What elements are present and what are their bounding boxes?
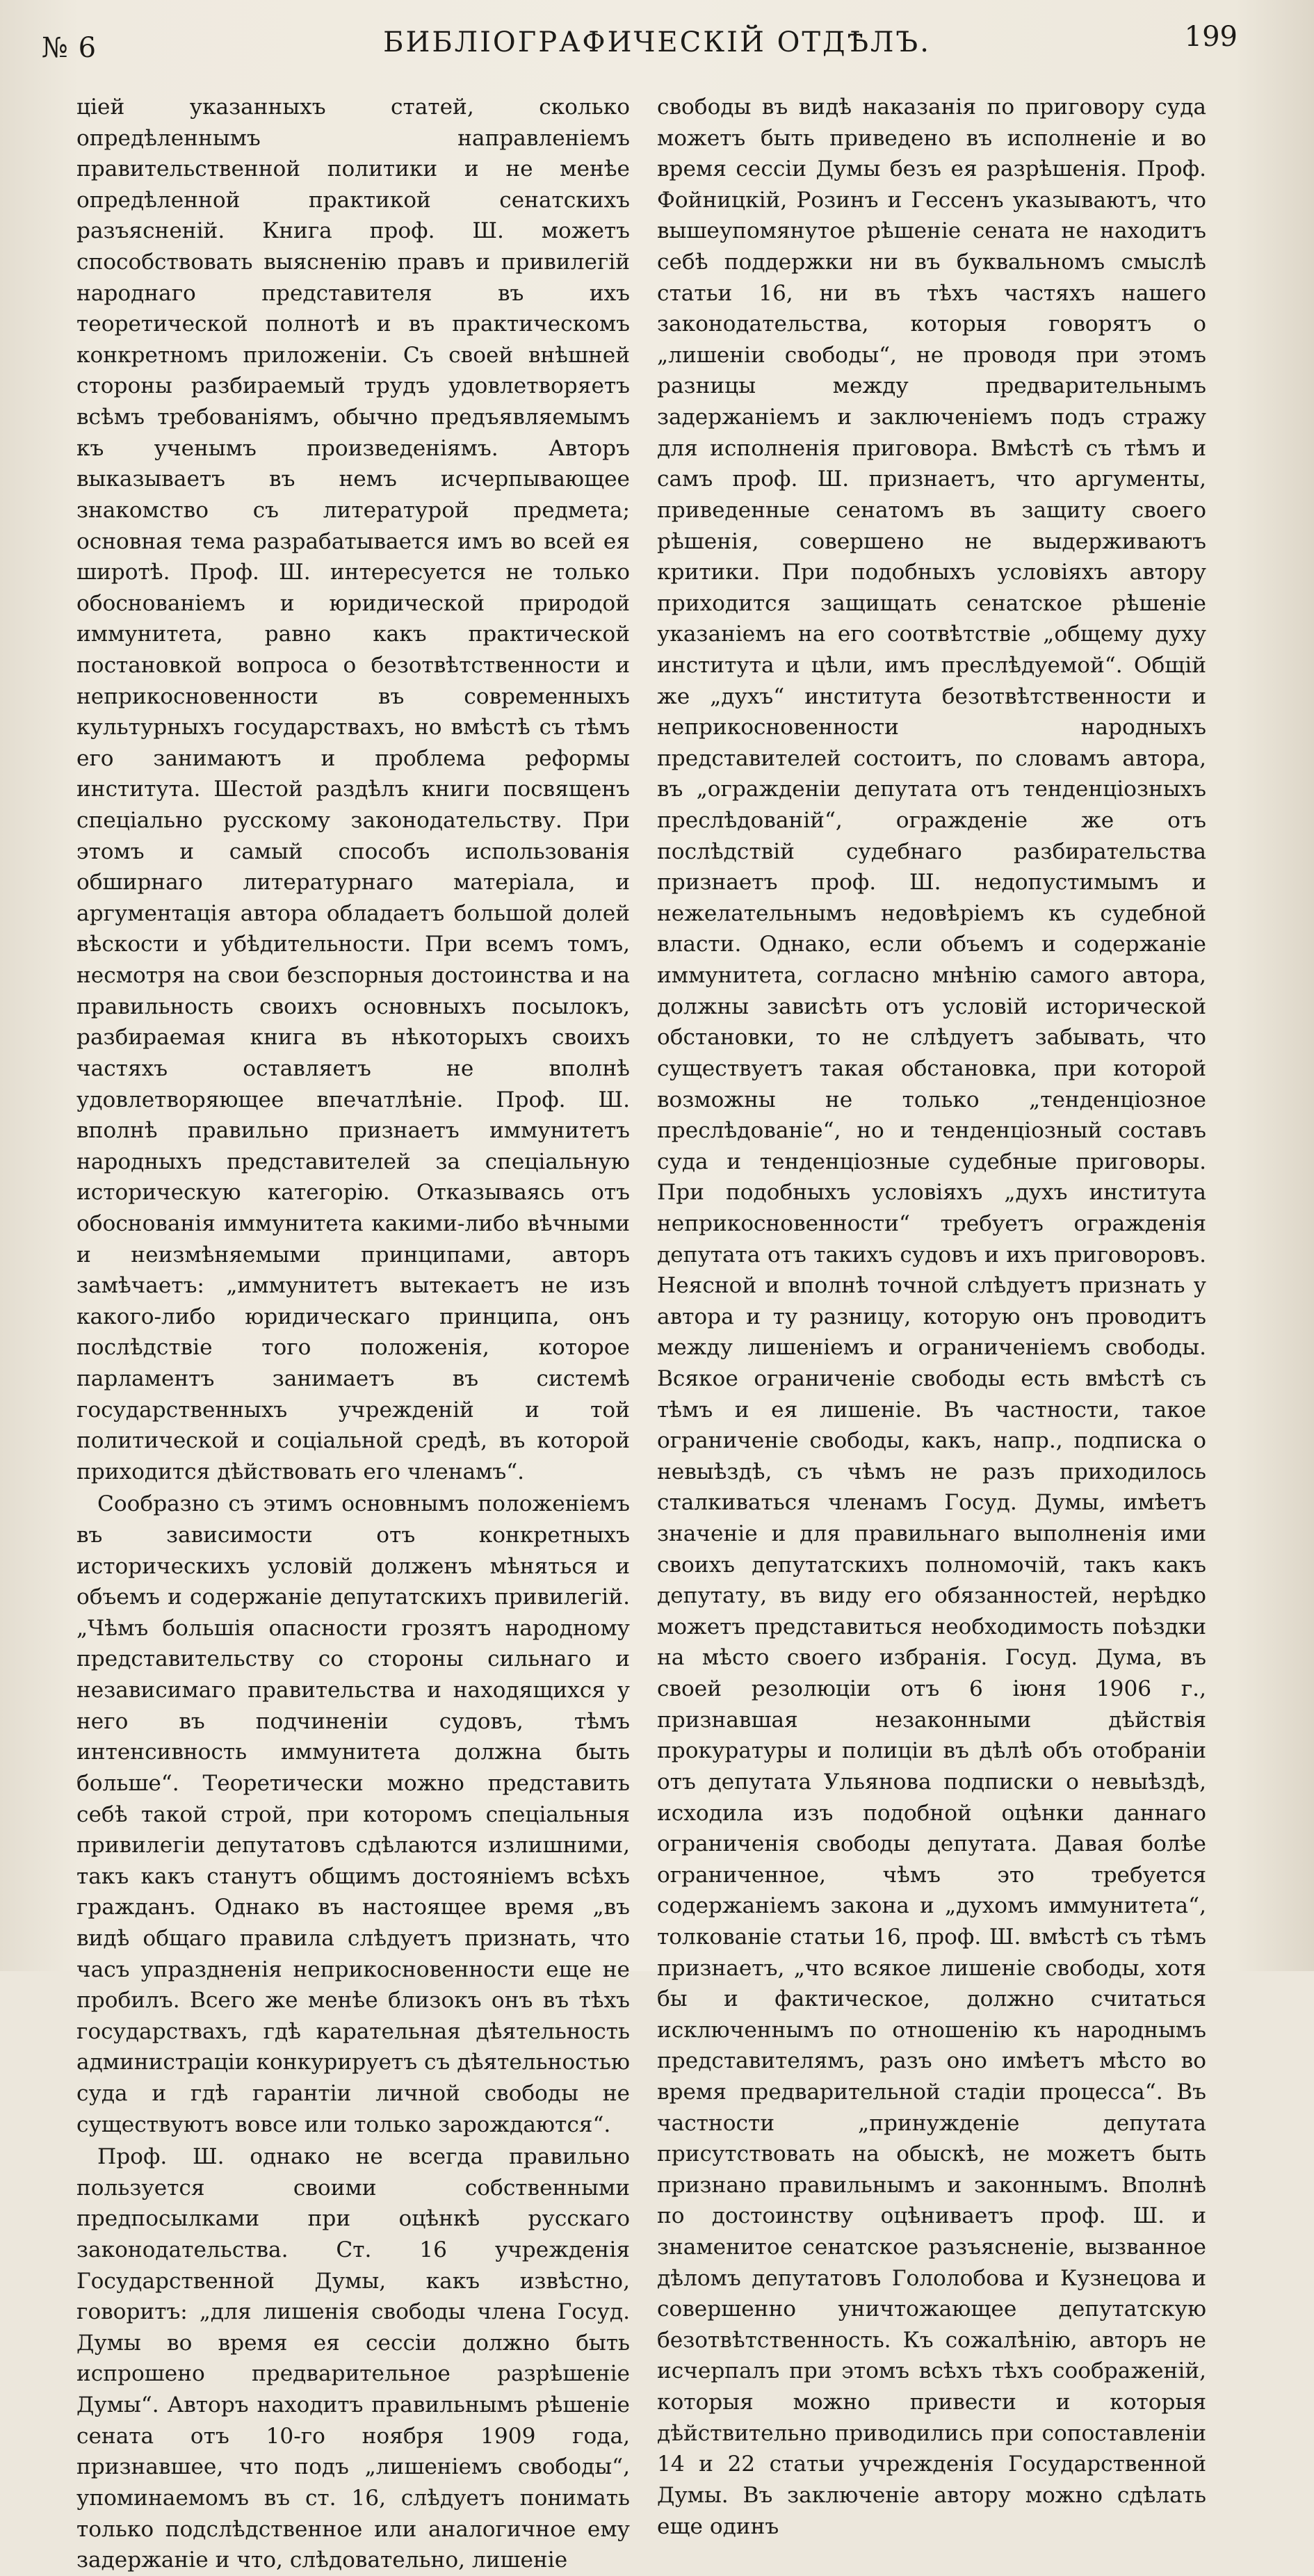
- page-header: [42, 19, 1272, 64]
- paragraph: Проф. Ш. однако не всегда правильно пользуется своими собственными предпосылками при оцѣнкѣ русскаго законодательства. Ст. 16 учрежденія Государственной Думы, какъ извѣстно, говоритъ: „для лишенія свободы члена Госуд. Думы во время ея сессіи должно быть испрошено предварительное разрѣшеніе Думы“. Авторъ находитъ правильнымъ рѣшеніе сената отъ 10-го ноября 1909 года, признавшее, что подъ „лишеніемъ свободы“, упоминаемомъ въ ст. 16, слѣдуетъ понимать только подслѣдственное или аналогичное ему задержаніе и что, слѣдовательно, лишеніе: [76, 2144, 630, 2573]
- paragraph: Сообразно съ этимъ основнымъ положеніемъ въ зависимости отъ конкретныхъ историческихъ условій долженъ мѣняться и объемъ и содержаніе депутатскихъ привилегій. „Чѣмъ большія опасности грозятъ народному представительству со стороны сильнаго и независимаго правительства и находящихся у него въ подчиненіи судовъ, тѣмъ интенсивность иммунитета должна быть больше“. Теоретически можно представить себѣ такой строй, при которомъ спеціальныя привилегіи депутатовъ сдѣлаются излишними, такъ какъ станутъ общимъ достояніемъ всѣхъ гражданъ. Однако въ настоящее время „въ видѣ общаго правила слѣдуетъ признать, что часъ упраздненія неприкосновенности еще не пробилъ. Всего же менѣе близокъ онъ въ тѣхъ государствахъ, гдѣ карательная дѣятельность администраціи конкурируетъ съ дѣятельностью суда и гдѣ гарантіи личной свободы не существуютъ вовсе или только зарождаются“.: [76, 1491, 630, 2137]
- left-column: [76, 92, 630, 2576]
- paragraph: ціей указанныхъ статей, сколько опредѣленнымъ направленіемъ правительственной политики и не менѣе опредѣленной практикой сенатскихъ разъясненій. Книга проф. Ш. можетъ способствовать выясненію правъ и привилегій народнаго представителя въ ихъ теоретической полнотѣ и въ практическомъ конкретномъ приложеніи. Съ своей внѣшней стороны разбираемый трудъ удовлетворяетъ всѣмъ требованіямъ, обычно предъявляемымъ къ ученымъ произведеніямъ. Авторъ выказываетъ въ немъ исчерпывающее знакомство съ литературой предмета; основная тема разрабатывается имъ во всей ея широтѣ. Проф. Ш. интересуется не только обоснованіемъ и юридической природой иммунитета, равно какъ практической постановкой вопроса о безотвѣтственности и неприкосновенности въ современныхъ культурныхъ государствахъ, но вмѣстѣ съ тѣмъ его занимаютъ и проблема реформы института. Шестой раздѣлъ книги посвященъ спеціально русскому законодательству. При этомъ и самый способъ использованія обширнаго литературнаго матеріала, и аргументація автора обладаетъ большой долей вѣскости и убѣдительности. При всемъ томъ, несмотря на свои безспорныя достоинства и на правильность своихъ основныхъ посылокъ, разбираемая книга въ нѣкоторыхъ своихъ частяхъ оставляетъ не вполнѣ удовлетворяющее впечатлѣніе. Проф. Ш. вполнѣ правильно признаетъ иммунитетъ народныхъ представителей за спеціальную историческую категорію. Отказываясь отъ обоснованія иммунитета какими-либо вѣчными и неизмѣняемыми принципами, авторъ замѣчаетъ: „иммунитетъ вытекаетъ не изъ какого-либо юридическаго принципа, онъ послѣдствіе того положенія, которое парламентъ занимаетъ въ системѣ государственныхъ учрежденій и той политической и соціальной средѣ, въ которой приходится дѣйствовать его членамъ“.: [76, 95, 630, 1484]
- paragraph: свободы въ видѣ наказанія по приговору суда можетъ быть приведено въ исполненіе и во время сессіи Думы безъ ея разрѣшенія. Проф. Фойницкій, Розинъ и Гессенъ указываютъ, что вышеупомянутое рѣшеніе сената не находитъ себѣ поддержки ни въ буквальномъ смыслѣ статьи 16, ни въ тѣхъ частяхъ нашего законодательства, которыя говорятъ о „лишеніи свободы“, не проводя при этомъ разницы между предварительнымъ задержаніемъ и заключеніемъ подъ стражу для исполненія приговора. Вмѣстѣ съ тѣмъ и самъ проф. Ш. признаетъ, что аргументы, приведенные сенатомъ въ защиту своего рѣшенія, совершено не выдерживаютъ критики. При подобныхъ условіяхъ автору приходится защищать сенатское рѣшеніе указаніемъ на его соотвѣтствіе „общему духу института и цѣли, имъ преслѣдуемой“. Общій же „духъ“ института безотвѣтственности и неприкосновенности народныхъ представителей состоитъ, по словамъ автора, въ „огражденіи депутата отъ тенденціозныхъ преслѣдованій“, огражденіе же отъ послѣдствій судебнаго разбирательства признаетъ проф. Ш. недопустимымъ и нежелательнымъ недовѣріемъ къ судебной власти. Однако, если объемъ и содержаніе иммунитета, согласно мнѣнію самого автора, должны зависѣть отъ условій исторической обстановки, то не слѣдуетъ забывать, что существуетъ такая обстановка, при которой возможны не только „тенденціозное преслѣдованіе“, но и тенденціозный составъ суда и тенденціозные судебные приговоры. При подобныхъ условіяхъ „духъ института неприкосновенности“ требуетъ огражденія депутата отъ такихъ судовъ и ихъ приговоровъ. Неясной и вполнѣ точной слѣдуетъ признать у автора и ту разницу, которую онъ проводитъ между лишеніемъ и ограниченіемъ свободы. Всякое ограниченіе свободы есть вмѣстѣ съ тѣмъ и ея лишеніе. Въ частности, такое ограниченіе свободы, какъ, напр., подписка о невыѣздѣ, съ чѣмъ не разъ приходилось сталкиваться членамъ Госуд. Думы, имѣетъ значеніе и для правильнаго выполненія ими своихъ депутатскихъ полномочій, такъ какъ депутату, въ виду его обязанностей, нерѣдко можетъ представиться необходимость поѣздки на мѣсто своего избранія. Госуд. Дума, въ своей резолюціи отъ 6 іюня 1906 г., признавшая незаконными дѣйствія прокуратуры и полиціи въ дѣлѣ объ отобраніи отъ депутата Ульянова подписки о невыѣздѣ, исходила изъ подобной оцѣнки даннаго ограниченія свободы депутата. Давая болѣе ограниченное, чѣмъ это требуется содержаніемъ закона и „духомъ иммунитета“, толкованіе статьи 16, проф. Ш. вмѣстѣ съ тѣмъ признаетъ, „что всякое лишеніе свободы, хотя бы и фактическое, должно считаться исключеннымъ по отношенію къ народнымъ представителямъ, разъ оно имѣетъ мѣсто во время предварительной стадіи процесса“. Въ частности „принужденіе депутата присутствовать на обыскѣ, не можетъ быть признано правильнымъ и законнымъ. Вполнѣ по достоинству оцѣниваетъ проф. Ш. и знаменитое сенатское разъясненіе, вызванное дѣломъ депутатовъ Гололобова и Кузнецова и совершенно уничтожающее депутатскую безотвѣтственность. Къ сожалѣнію, авторъ не исчерпалъ при этомъ всѣхъ тѣхъ соображеній, которыя можно привести и которыя дѣйствительно приводились при сопоставленіи 14 и 22 статьи учрежденія Государственной Думы. Въ заключеніе автору можно сдѣлать еще одинъ: [657, 95, 1206, 2539]
- page-number: 199: [1184, 21, 1238, 53]
- right-column: [657, 92, 1206, 2542]
- section-title: БИБЛІОГРАФИЧЕСКІЙ ОТДѢЛЪ.: [383, 26, 931, 58]
- issue-number: № 6: [42, 32, 97, 64]
